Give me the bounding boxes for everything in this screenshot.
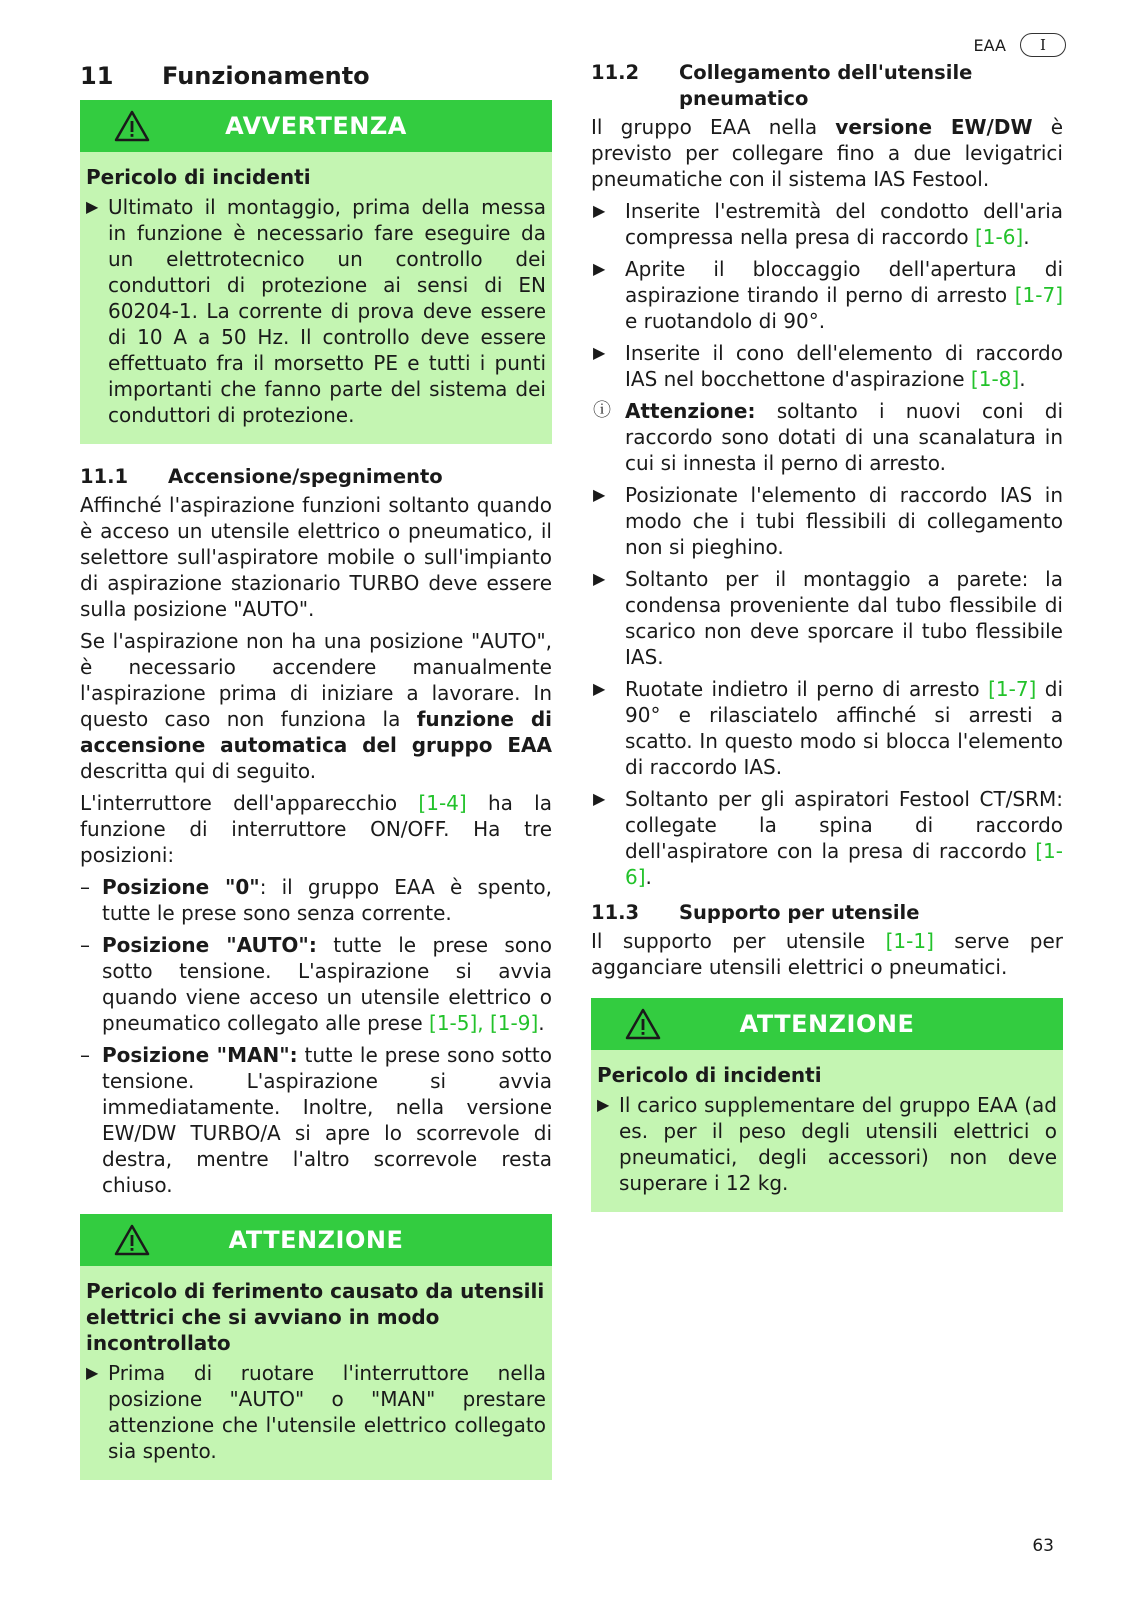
bullet-arrow-icon: ▶: [593, 343, 606, 362]
bullet-arrow-icon: ▶: [86, 1363, 99, 1382]
instruction-step: ▶ Aprite il bloccaggio dell'apertura di aspirazione tirando il perno di arresto [1-7] e ruotandolo di 90°.: [593, 257, 1063, 333]
bullet-arrow-icon: ▶: [593, 201, 606, 220]
subsection-number: 11.1: [80, 465, 129, 488]
instruction-step: ▶ Inserite l'estremità del condotto dell'aria compressa nella presa di raccordo [1-6].: [593, 199, 1063, 249]
subsection-heading: Supporto per utensile: [679, 901, 920, 924]
bullet-arrow-icon: ▶: [597, 1095, 610, 1114]
warning-text: Ultimato il montaggio, prima della messa in funzione è necessario fare eseguire da un elettrotecnico un controllo dei conduttori di protezione ai sensi di EN 60204-1. La corrente di prova deve essere di 10 A a 50 Hz. Il controllo deve essere effettuato fra il morsetto PE e tutti i punti importanti che fanno parte del sistema dei conduttori di protezione.: [108, 195, 546, 427]
warning-bullet: [86, 194, 546, 428]
warning-triangle-icon: [625, 1008, 661, 1040]
subsection-title: [591, 900, 1063, 926]
caution-box-header: [591, 998, 1063, 1050]
section-number: 11: [80, 62, 114, 90]
caution-box: [591, 998, 1063, 1212]
paragraph: Il supporto per utensile [1-1] serve per agganciare utensili elettrici o pneumatici.: [591, 929, 1064, 979]
caution-text: Prima di ruotare l'interruttore nella posizione "AUTO" o "MAN" prestare attenzione che l'utensile elettrico collegato sia spento.: [108, 1361, 546, 1463]
figure-reference: [1-5], [1-9]: [429, 1011, 539, 1035]
caution-box-header: [80, 1214, 552, 1266]
bullet-arrow-icon: ▶: [593, 259, 606, 278]
caution-bullet: [597, 1092, 1057, 1196]
page-header: [974, 33, 1066, 57]
figure-reference: [1-6]: [625, 839, 1063, 889]
subsection-title: [80, 464, 552, 490]
caution-label: ATTENZIONE: [739, 1010, 915, 1038]
figure-reference: [1-1]: [885, 929, 934, 953]
left-column: [80, 60, 552, 1500]
subsection-number: 11.3: [591, 901, 640, 924]
instruction-step: ▶ Ruotate indietro il perno di arresto [1-7] di 90° e rilasciatelo affinché si arresti a scatto. In questo modo si blocca l'elemento di raccordo IAS.: [593, 677, 1064, 779]
subsection-heading: Collegamento dell'utensile pneumatico: [679, 61, 973, 110]
caution-box: [80, 1214, 552, 1480]
figure-reference: [1-7]: [988, 677, 1037, 701]
info-note: ⓘ Attenzione: soltanto i nuovi coni di raccordo sono dotati di una scanalatura in cui si innesta il perno di arresto.: [593, 399, 1063, 475]
paragraph: Se l'aspirazione non ha una posizione "AUTO", è necessario accendere manualmente l'aspirazione prima di iniziare a lavorare. In questo caso non funziona la funzione di accensione automatica del gruppo EAA descritta qui di seguito.: [80, 629, 552, 783]
subsection-heading: Accensione/spegnimento: [168, 465, 443, 488]
paragraph: Affinché l'aspirazione funzioni soltanto quando è acceso un utensile elettrico o pneumatico, il selettore sull'aspiratore mobile o sull'impianto di aspirazione stazionario TURBO deve essere sulla posizione "AUTO".: [80, 493, 552, 621]
warning-title: Pericolo di incidenti: [86, 165, 311, 189]
info-icon: ⓘ: [593, 400, 611, 421]
caution-title: Pericolo di incidenti: [597, 1063, 822, 1087]
dash-item: – Posizione "AUTO": tutte le prese sono sotto tensione. L'aspirazione si avvia quando viene acceso un utensile elettrico o pneumatico collegato alle prese [1-5], [1-9].: [80, 933, 553, 1035]
warning-box: [80, 100, 552, 444]
bullet-arrow-icon: ▶: [86, 197, 99, 216]
bullet-arrow-icon: ▶: [593, 679, 606, 698]
warning-triangle-icon: [114, 110, 150, 142]
subsection-title: [591, 60, 1063, 112]
bullet-arrow-icon: ▶: [593, 789, 606, 808]
figure-reference: [1-6]: [974, 225, 1024, 249]
product-code: EAA: [973, 35, 1006, 55]
section-title: [80, 62, 552, 90]
bullet-arrow-icon: ▶: [593, 485, 606, 504]
bullet-arrow-icon: ▶: [593, 569, 606, 588]
instruction-step: ▶ Posizionate l'elemento di raccordo IAS in modo che i tubi flessibili di collegamento non si pieghino.: [593, 483, 1063, 559]
paragraph: L'interruttore dell'apparecchio [1-4] ha la funzione di interruttore ON/OFF. Ha tre posizioni:: [80, 791, 552, 867]
dash-item: – Posizione "MAN": tutte le prese sono sotto tensione. L'aspirazione si avvia immediatamente. Inoltre, nella versione EW/DW TURBO/A si apre lo scorrevole di destra, mentre l'altro scorrevole resta chiuso.: [80, 1043, 552, 1197]
section-heading: Funzionamento: [162, 62, 370, 90]
warning-triangle-icon: [114, 1224, 150, 1256]
caution-title: Pericolo di ferimento causato da utensili elettrici che si avviano in modo incontrollato: [86, 1279, 545, 1355]
figure-reference: [1-7]: [1014, 283, 1063, 307]
paragraph: Il gruppo EAA nella versione EW/DW è previsto per collegare fino a due levigatrici pneumatiche con il sistema IAS Festool.: [591, 115, 1064, 191]
page-number: 63: [1032, 1536, 1054, 1556]
right-column: [591, 60, 1063, 1232]
warning-label: AVVERTENZA: [225, 112, 407, 140]
instruction-step: ▶ Inserite il cono dell'elemento di raccordo IAS nel bocchettone d'aspirazione [1-8].: [593, 341, 1063, 391]
dash-item: – Posizione "0": il gruppo EAA è spento, tutte le prese sono senza corrente.: [80, 875, 552, 925]
instruction-step: ▶ Soltanto per gli aspiratori Festool CT/SRM: collegate la spina di raccordo dell'aspiratore con la presa di raccordo [1-6].: [593, 787, 1063, 889]
caution-text: Il carico supplementare del gruppo EAA (ad es. per il peso degli utensili elettrici o pneumatici, degli accessori) non deve superare i 12 kg.: [619, 1093, 1057, 1195]
figure-reference: [1-4]: [418, 791, 467, 815]
figure-reference: [1-8]: [970, 367, 1020, 391]
caution-bullet: [86, 1360, 546, 1464]
subsection-number: 11.2: [591, 61, 640, 84]
instruction-step: ▶ Soltanto per il montaggio a parete: la condensa proveniente dal tubo flessibile di scarico non deve sporcare il tubo flessibile IAS.: [593, 567, 1063, 669]
warning-box-header: [80, 100, 552, 152]
caution-label: ATTENZIONE: [228, 1226, 404, 1254]
language-badge: I: [1020, 33, 1066, 57]
